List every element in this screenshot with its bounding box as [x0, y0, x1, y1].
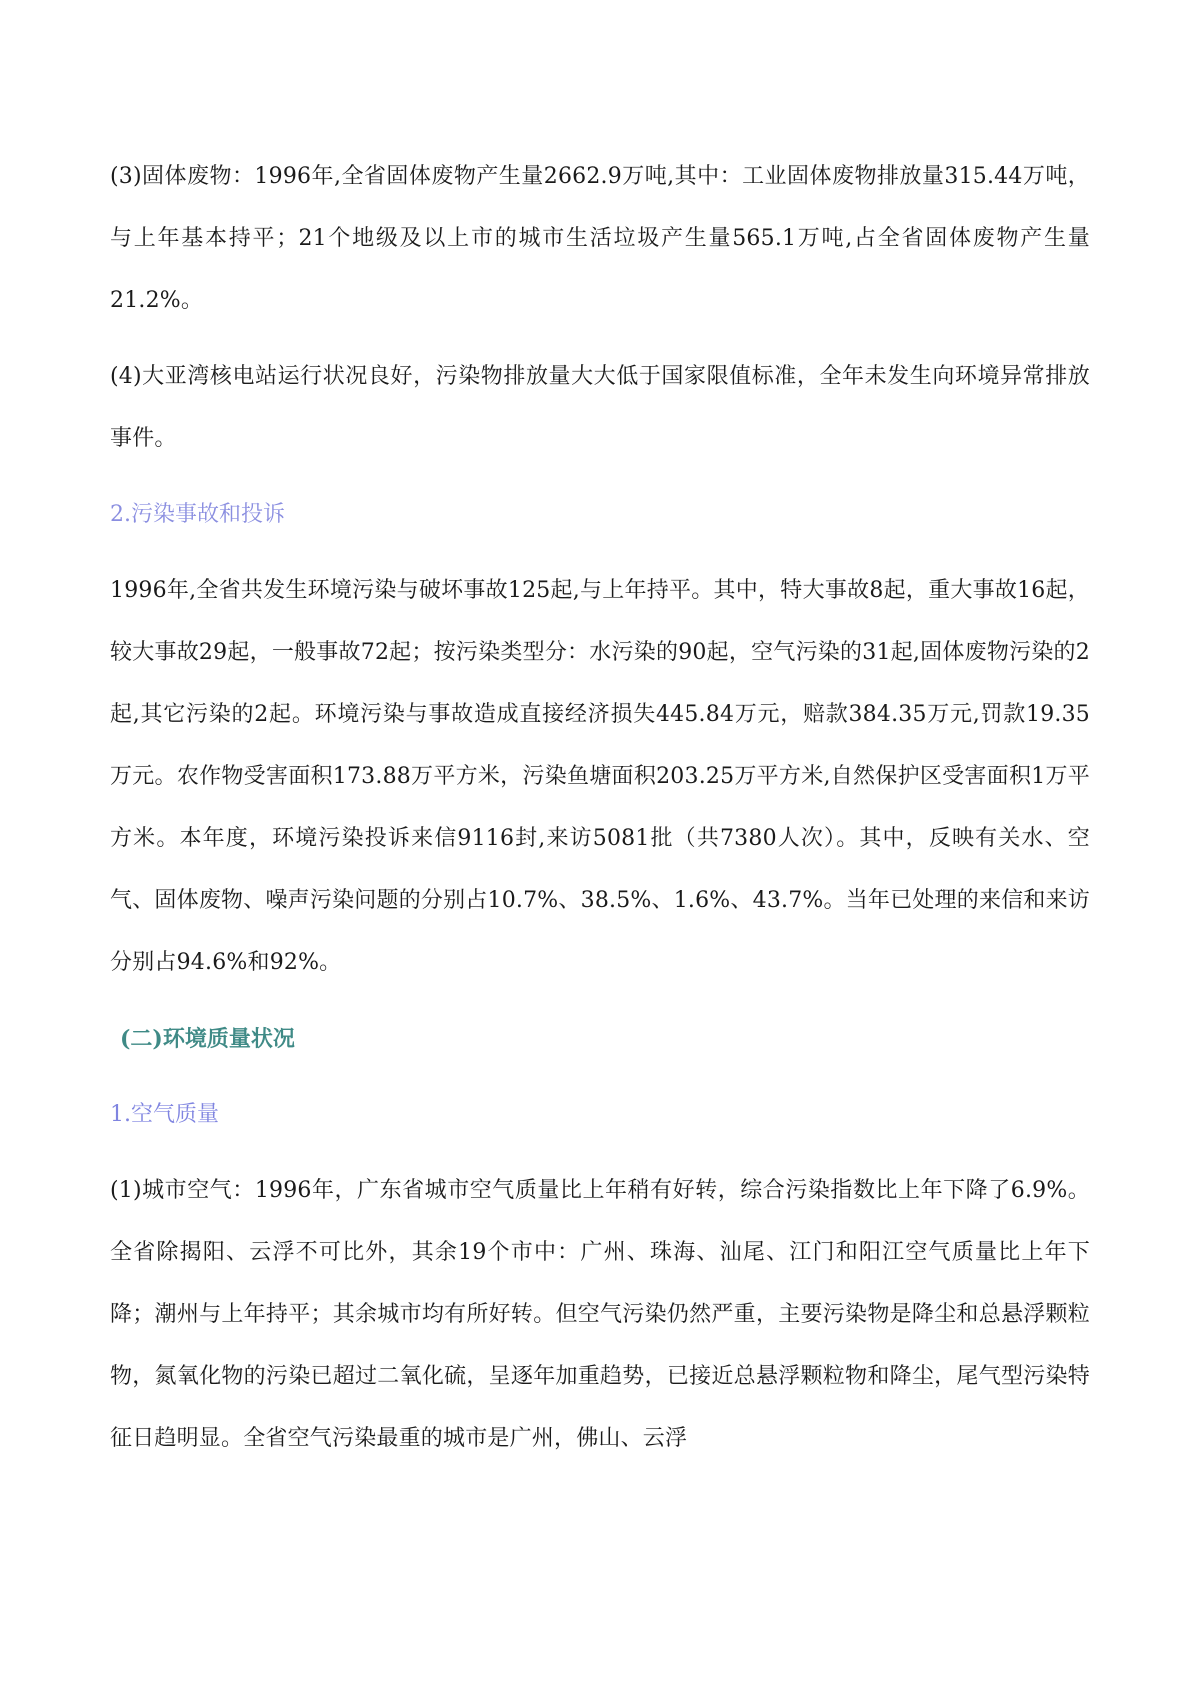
paragraph-solid-waste: (3)固体废物：1996年,全省固体废物产生量2662.9万吨,其中：工业固体废物排放量315.44万吨，与上年基本持平；21个地级及以上市的城市生活垃圾产生量565.1万吨,占全省固体废物产生量21.2%。: [110, 164, 1090, 313]
document-body: [110, 146, 1090, 1484]
heading-air-quality: 1.空气质量: [110, 1102, 219, 1127]
paragraph-city-air: (1)城市空气：1996年，广东省城市空气质量比上年稍有好转，综合污染指数比上年下降了6.9%。全省除揭阳、云浮不可比外，其余19个市中：广州、珠海、汕尾、江门和阳江空气质量比上年下降；潮州与上年持平；其余城市均有所好转。但空气污染仍然严重，主要污染物是降尘和总悬浮颗粒物，氮氧化物的污染已超过二氧化硫，呈逐年加重趋势，已接近总悬浮颗粒物和降尘，尾气型污染特征日趋明显。全省空气污染最重的城市是广州，佛山、云浮: [110, 1178, 1090, 1451]
paragraph-accidents: 1996年,全省共发生环境污染与破坏事故125起,与上年持平。其中，特大事故8起，重大事故16起，较大事故29起，一般事故72起；按污染类型分：水污染的90起，空气污染的31起,固体废物污染的2起,其它污染的2起。环境污染与事故造成直接经济损失445.84万元，赔款384.35万元,罚款19.35万元。农作物受害面积173.88万平方米，污染鱼塘面积203.25万平方米,自然保护区受害面积1万平方米。本年度，环境污染投诉来信9116封,来访5081批（共7380人次）。其中，反映有关水、空气、固体废物、噪声污染问题的分别占10.7%、38.5%、1.6%、43.7%。当年已处理的来信和来访分别占94.6%和92%。: [110, 578, 1090, 975]
paragraph-nuclear-plant: (4)大亚湾核电站运行状况良好，污染物排放量大大低于国家限值标准，全年未发生向环境异常排放事件。: [110, 364, 1090, 451]
heading-environmental-quality: (二)环境质量状况: [120, 1026, 295, 1052]
heading-pollution-accidents: 2.污染事故和投诉: [110, 502, 285, 527]
